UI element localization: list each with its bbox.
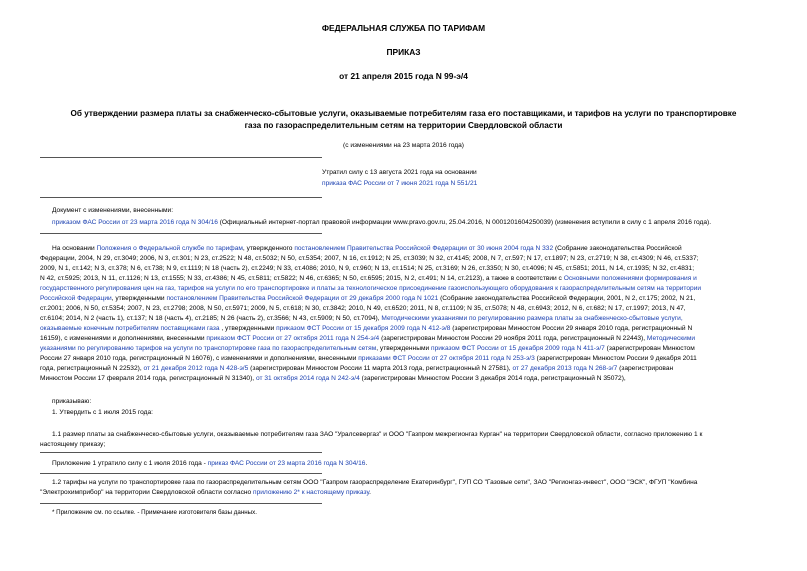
divider (40, 197, 322, 198)
body-line: указаниями по регулированию тарифов на услуги по транспортировке газа по газораспределительным сетям, утвержденными приказом ФСТ России от 15 декабря 2009 года N 411-э/7 (зарегистрирован Минюстом (40, 345, 695, 352)
amendment-note: (с изменениями на 23 марта 2016 года) (343, 142, 464, 149)
agency-name: ФЕДЕРАЛЬНАЯ СЛУЖБА ПО ТАРИФАМ (321, 23, 486, 33)
divider (40, 157, 322, 158)
divider (40, 452, 322, 453)
order-253-link[interactable]: приказами ФСТ России от 27 октября 2011 года N 253-э/3 (358, 355, 535, 362)
tariff-guidelines-link-end[interactable]: указаниями по регулированию тарифов на услуги по транспортировке газа по газораспределительным сетям (40, 345, 377, 352)
body-line: России 27 января 2010 года, регистрационный N 16076), с изменениями и дополнениями, внесенными приказами ФСТ России от 27 октября 2011 года N 253-э/3 (зарегистрирован Минюстом России 9 декабря 2011 (40, 355, 697, 362)
body-line: 16159), с изменениями и дополнениями, внесенными приказом ФСТ России от 27 октября 2011 года N 254-э/4 (зарегистрирован Минюстом России 29 ноября 2011 года, регистрационный N 22443), Методическими (40, 335, 696, 342)
footnote: * Приложение см. по ссылке. - Примечание изготовителя базы данных. (52, 509, 257, 516)
changes-link[interactable]: приказом ФАС России от 23 марта 2016 года N 304/16 (52, 219, 218, 226)
document-date-number: от 21 апреля 2015 года N 99-э/4 (339, 71, 468, 81)
body-line: оказываемые конечным потребителям поставщиками газа , утвержденными приказом ФСТ России от 15 декабря 2009 года N 412-э/8 (зарегистрирован Минюстом России 29 января 2010 года, регистрационный N (40, 325, 693, 332)
clause-1-2-line-2: "Электрохимприбор" на территории Свердловской области согласно приложению 2* к настоящему приказу. (40, 489, 371, 496)
order-254-link[interactable]: приказом ФСТ России от 27 октября 2011 года N 254-э/4 (206, 335, 380, 342)
divider (40, 473, 322, 474)
appendix-2-link[interactable]: приложению 2* к настоящему приказу (253, 489, 370, 496)
order-412-link[interactable]: приказом ФСТ России от 15 декабря 2009 года N 412-э/8 (276, 325, 451, 332)
changes-intro: Документ с изменениями, внесенными: (52, 207, 174, 214)
order-411-link[interactable]: приказом ФСТ России от 15 декабря 2009 года N 411-э/7 (431, 345, 605, 352)
body-line: 2009, N 1, ст.142; N 3, ст.378; N 6, ст.738; N 9, ст.1119; N 18 (часть 2), ст.2249; N 33, ст.4086; 2010, N 9, ст.960; N 13, ст.1514; N 25, ст.3169; N 26, ст.3350; N 30, ст.4096; N 45, ст.5851; 2011, N 14, ст.1935; N 32, ст.4831; (40, 265, 695, 272)
methodical-guidelines-link[interactable]: Методическими указаниями по регулированию размера платы за снабженческо-сбытовые услуги, (381, 315, 683, 322)
methodical-guidelines-link-end[interactable]: оказываемые конечным потребителям поставщиками газа (40, 325, 220, 332)
repeal-link[interactable]: приказа ФАС России от 7 июня 2021 года N 551/21 (322, 180, 478, 187)
document-title-line-1: Об утверждении размера платы за снабженческо-сбытовые услуги, оказываемые потребителям газа его поставщиками, и тарифов на услуги по транспортировке (70, 109, 737, 118)
appendix-repeal-note: Приложение 1 утратило силу с 1 июля 2016 года - приказ ФАС России от 23 марта 2016 года N 304/16. (52, 460, 368, 467)
document-type: ПРИКАЗ (386, 47, 421, 57)
body-line: Российской Федерации, утвержденными постановлением Правительства Российской Федерации от 29 декабря 2000 года N 1021 (Собрание законодательства Российской Федерации, 2001, N 2, ст.175; 2002, N 21, (40, 295, 696, 302)
order-242-link[interactable]: от 31 октября 2014 года N 242-э/4 (255, 375, 360, 382)
changes-details: (Официальный интернет-портал правовой информации www.pravo.gov.ru, 25.04.2016, N 0001201604250039) (изменения вступили в силу с 1 апреля 2016 года). (217, 219, 712, 226)
body-line: N 42, ст.5925; 2013, N 11, ст.1126; N 13, ст.1555; N 33, ст.4386; N 45, ст.5811; ст.5822; N 46, ст.6365; N 50, ст.6595; 2015, N 2, ст.491; N 14, ст.2123), а также в соответствии с Основными положениями формирования и (40, 275, 697, 282)
order-268-link[interactable]: от 27 декабря 2013 года N 268-э/7 (512, 365, 618, 372)
order-428-link[interactable]: от 21 декабря 2012 года N 428-э/5 (143, 365, 249, 372)
regulation-link[interactable]: Положения о Федеральной службе по тарифам (96, 245, 243, 252)
appendix-repeal-link[interactable]: приказ ФАС России от 23 марта 2016 года N 304/16 (207, 460, 366, 467)
clause-1-1-line-1: 1.1 размер платы за снабженческо-сбытовые услуги, оказываемые потребителям газа ЗАО "Уралсевергаз" и ООО "Газпром межрегионгаз Курган" на территории Свердловской области, согласно приложению 1 к (52, 431, 703, 438)
divider (40, 233, 322, 234)
basic-provisions-link-cont[interactable]: государственного регулирования цен на газ, тарифов на услуги по его транспортировке и платы за технологическое присоединение газоиспользующего оборудования к газораспределительным сетям на территории (40, 285, 702, 292)
basic-provisions-link-end[interactable]: Российской Федерации (40, 295, 112, 302)
repeal-notice: Утратил силу с 13 августа 2021 года на основании (322, 169, 477, 176)
clause-1: 1. Утвердить с 1 июля 2015 года: (52, 409, 153, 416)
resolution-1021-link[interactable]: постановлением Правительства Российской Федерации от 29 декабря 2000 года N 1021 (166, 295, 439, 302)
order-verb: приказываю: (52, 398, 92, 405)
resolution-link[interactable]: постановлением Правительства Российской Федерации от 30 июня 2004 года N 332 (294, 245, 554, 252)
body-line: Минюстом России 17 февраля 2014 года, регистрационный N 31340), от 31 октября 2014 года N 242-э/4 (зарегистрирован Минюстом России 3 декабря 2014 года, регистрационный N 35072), (40, 375, 626, 382)
body-line: ст.6104; 2014, N 2 (часть 1), ст.137; N 18 (часть 4), ст.2185; N 26 (часть 2), ст.3566; N 43, ст.5909; N 50, ст.7094), Методическими указаниями по регулированию размера платы за снабженческо-сбытовые услуги, (40, 315, 683, 322)
basic-provisions-link[interactable]: Основными положениями формирования и (563, 275, 697, 282)
body-line: Федерации, 2004, N 29, ст.3049; 2006, N 3, ст.301; N 23, ст.2522; N 48, ст.5032; N 50, ст.5354; 2007, N 16, ст.1912; N 25, ст.3039; N 32, ст.4145; 2008, N 7, ст.597; N 17, ст.1897; N 23, ст.2719; N 38, ст.4309; N 46, ст.5337; (40, 255, 699, 262)
clause-1-2-line-1: 1.2 тарифы на услуги по транспортировке газа по газораспределительным сетям ООО "Газпром газораспределение Екатеринбург", ГУП СО "Газовые сети", ЗАО "Регионгаз-инвест", ООО "ЭСК", ФГУП "Комбина (52, 479, 698, 486)
clause-1-1-line-2: настоящему приказу; (40, 441, 106, 448)
tariff-guidelines-link[interactable]: Методическими (646, 335, 696, 342)
body-line: года, регистрационный N 22532), от 21 декабря 2012 года N 428-э/5 (зарегистрирован Минюстом России 11 марта 2013 года, регистрационный N 27581), от 27 декабря 2013 года N 268-э/7 (зарегистрирован (40, 365, 674, 372)
divider (40, 503, 322, 504)
changes-line (52, 218, 711, 228)
body-line: ст.2001; 2006, N 50, ст.5354; 2007, N 23, ст.2798; 2008, N 50, ст.5971; 2009, N 5, ст.618; N 30, ст.3842; 2010, N 49, ст.6520; 2011, N 8, ст.1109; N 35, ст.5078; N 48, ст.6943; 2012, N 6, ст.682; N 17, ст.1997; 2013, N 47, (40, 305, 686, 312)
document-title-line-2: газа по газораспределительным сетям на территории Свердловской области (244, 121, 563, 130)
body-line: На основании Положения о Федеральной службе по тарифам, утвержденного постановлением Правительства Российской Федерации от 30 июня 2004 года N 332 (Собрание законодательства Российской (52, 245, 682, 252)
